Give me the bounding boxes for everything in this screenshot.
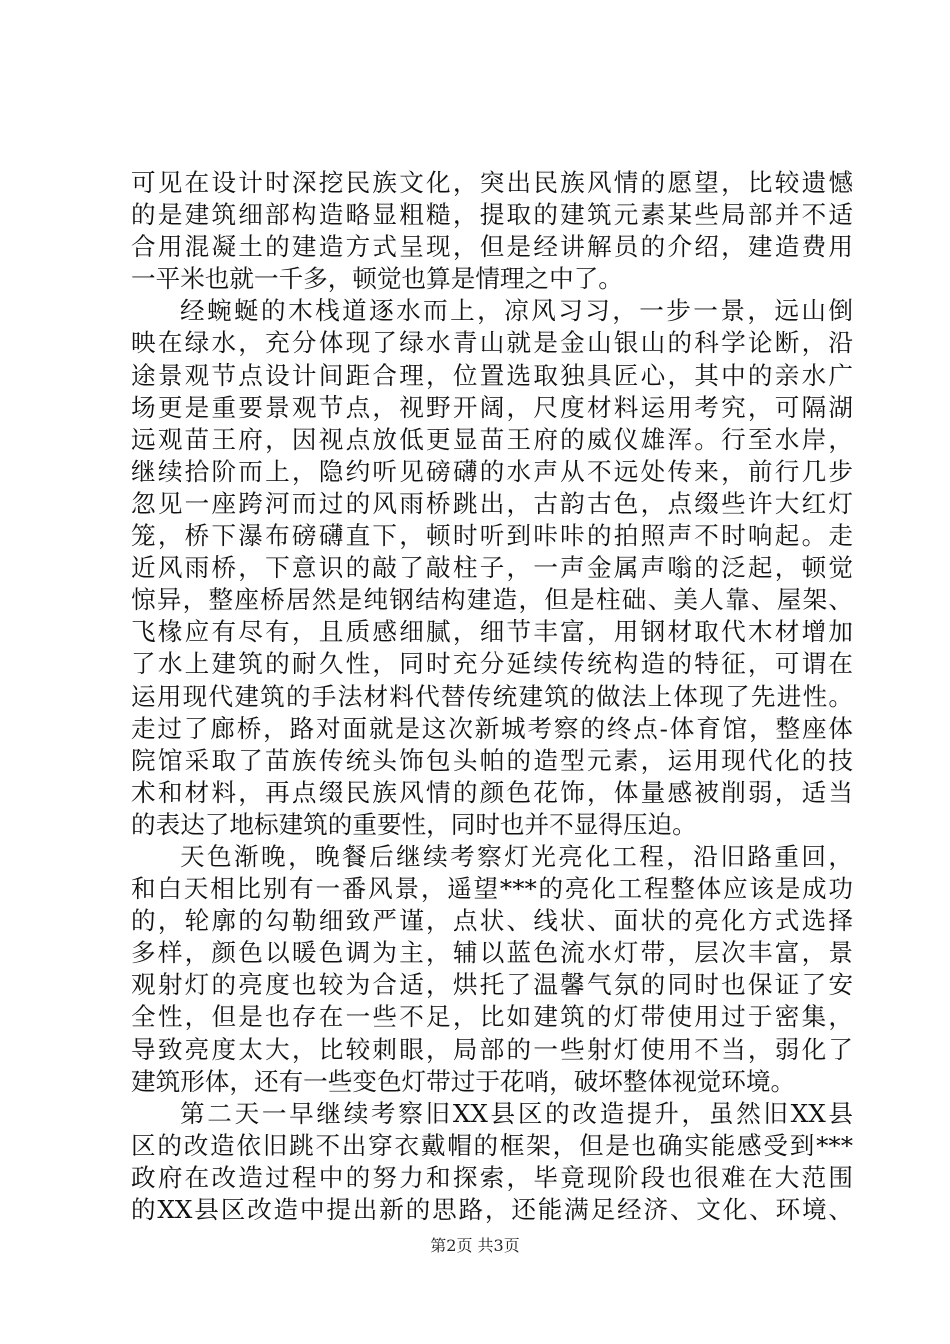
text-line: 忽见一座跨河而过的风雨桥跳出，古韵古色，点缀些许大红灯 [131, 488, 853, 518]
paragraph-start-line: 第二天一早继续考察旧XX县区的改造提升，虽然旧XX县 [180, 1098, 853, 1128]
text-line: 的表达了地标建筑的重要性，同时也并不显得压迫。 [131, 809, 697, 839]
text-line: 惊异，整座桥居然是纯钢结构建造，但是柱础、美人靠、屋架、 [131, 585, 853, 615]
text-line: 近风雨桥，下意识的敲了敲柱子，一声金属声嗡的泛起，顿觉 [131, 553, 853, 583]
page-number-footer: 第2页 共3页 [430, 1236, 520, 1255]
text-line: 合用混凝土的建造方式呈现，但是经讲解员的介绍，建造费用 [131, 232, 853, 262]
text-line: 运用现代建筑的手法材料代替传统建筑的做法上体现了先进性。 [131, 681, 853, 711]
text-line: 笼，桥下瀑布磅礴直下，顿时听到咔咔的拍照声不时响起。走 [131, 521, 853, 551]
text-line: 区的改造依旧跳不出穿衣戴帽的框架，但是也确实能感受到*** [131, 1130, 853, 1160]
paragraph-start-line: 经蜿蜒的木栈道逐水而上，凉风习习，一步一景，远山倒 [180, 296, 853, 326]
text-line: 的，轮廓的勾勒细致严谨，点状、线状、面状的亮化方式选择 [131, 906, 853, 936]
text-line: 的XX县区改造中提出新的思路，还能满足经济、文化、环境、 [131, 1195, 853, 1224]
text-line: 观射灯的亮度也较为合适，烘托了温馨气氛的同时也保证了安 [131, 970, 853, 1000]
text-line: 建筑形体，还有一些变色灯带过于花哨，破坏整体视觉环境。 [131, 1066, 796, 1096]
text-line: 了水上建筑的耐久性，同时充分延续传统构造的特征，可谓在 [131, 649, 853, 679]
text-line: 院馆采取了苗族传统头饰包头帕的造型元素，运用现代化的技 [131, 745, 853, 775]
text-line: 场更是重要景观节点，视野开阔，尺度材料运用考究，可隔湖 [131, 392, 853, 422]
text-line: 导致亮度太大，比较刺眼，局部的一些射灯使用不当，弱化了 [131, 1034, 853, 1064]
text-line: 的是建筑细部构造略显粗糙，提取的建筑元素某些局部并不适 [131, 200, 853, 230]
text-line: 一平米也就一千多，顿觉也算是情理之中了。 [131, 264, 623, 294]
text-line: 飞椽应有尽有，且质感细腻，细节丰富，用钢材取代木材增加 [131, 617, 853, 647]
paragraph-start-line: 天色渐晚，晚餐后继续考察灯光亮化工程，沿旧路重回， [180, 841, 853, 871]
document-body [131, 167, 853, 1226]
text-line: 走过了廊桥，路对面就是这次新城考察的终点-体育馆，整座体 [131, 713, 853, 743]
text-line: 途景观节点设计间距合理，位置选取独具匠心，其中的亲水广 [131, 360, 853, 390]
text-line: 和白天相比别有一番风景，遥望***的亮化工程整体应该是成功 [131, 874, 853, 904]
text-line: 全性，但是也存在一些不足，比如建筑的灯带使用过于密集， [131, 1002, 853, 1032]
text-line: 远观苗王府，因视点放低更显苗王府的威仪雄浑。行至水岸， [131, 424, 853, 454]
text-line: 可见在设计时深挖民族文化，突出民族风情的愿望，比较遗憾 [131, 168, 853, 197]
text-line: 政府在改造过程中的努力和探索，毕竟现阶段也很难在大范围 [131, 1162, 853, 1192]
text-line: 术和材料，再点缀民族风情的颜色花饰，体量感被削弱，适当 [131, 777, 853, 807]
text-line: 多样，颜色以暖色调为主，辅以蓝色流水灯带，层次丰富，景 [131, 938, 853, 968]
text-line: 映在绿水，充分体现了绿水青山就是金山银山的科学论断，沿 [131, 328, 853, 358]
text-line: 继续拾阶而上，隐约听见磅礴的水声从不远处传来，前行几步 [131, 456, 853, 486]
